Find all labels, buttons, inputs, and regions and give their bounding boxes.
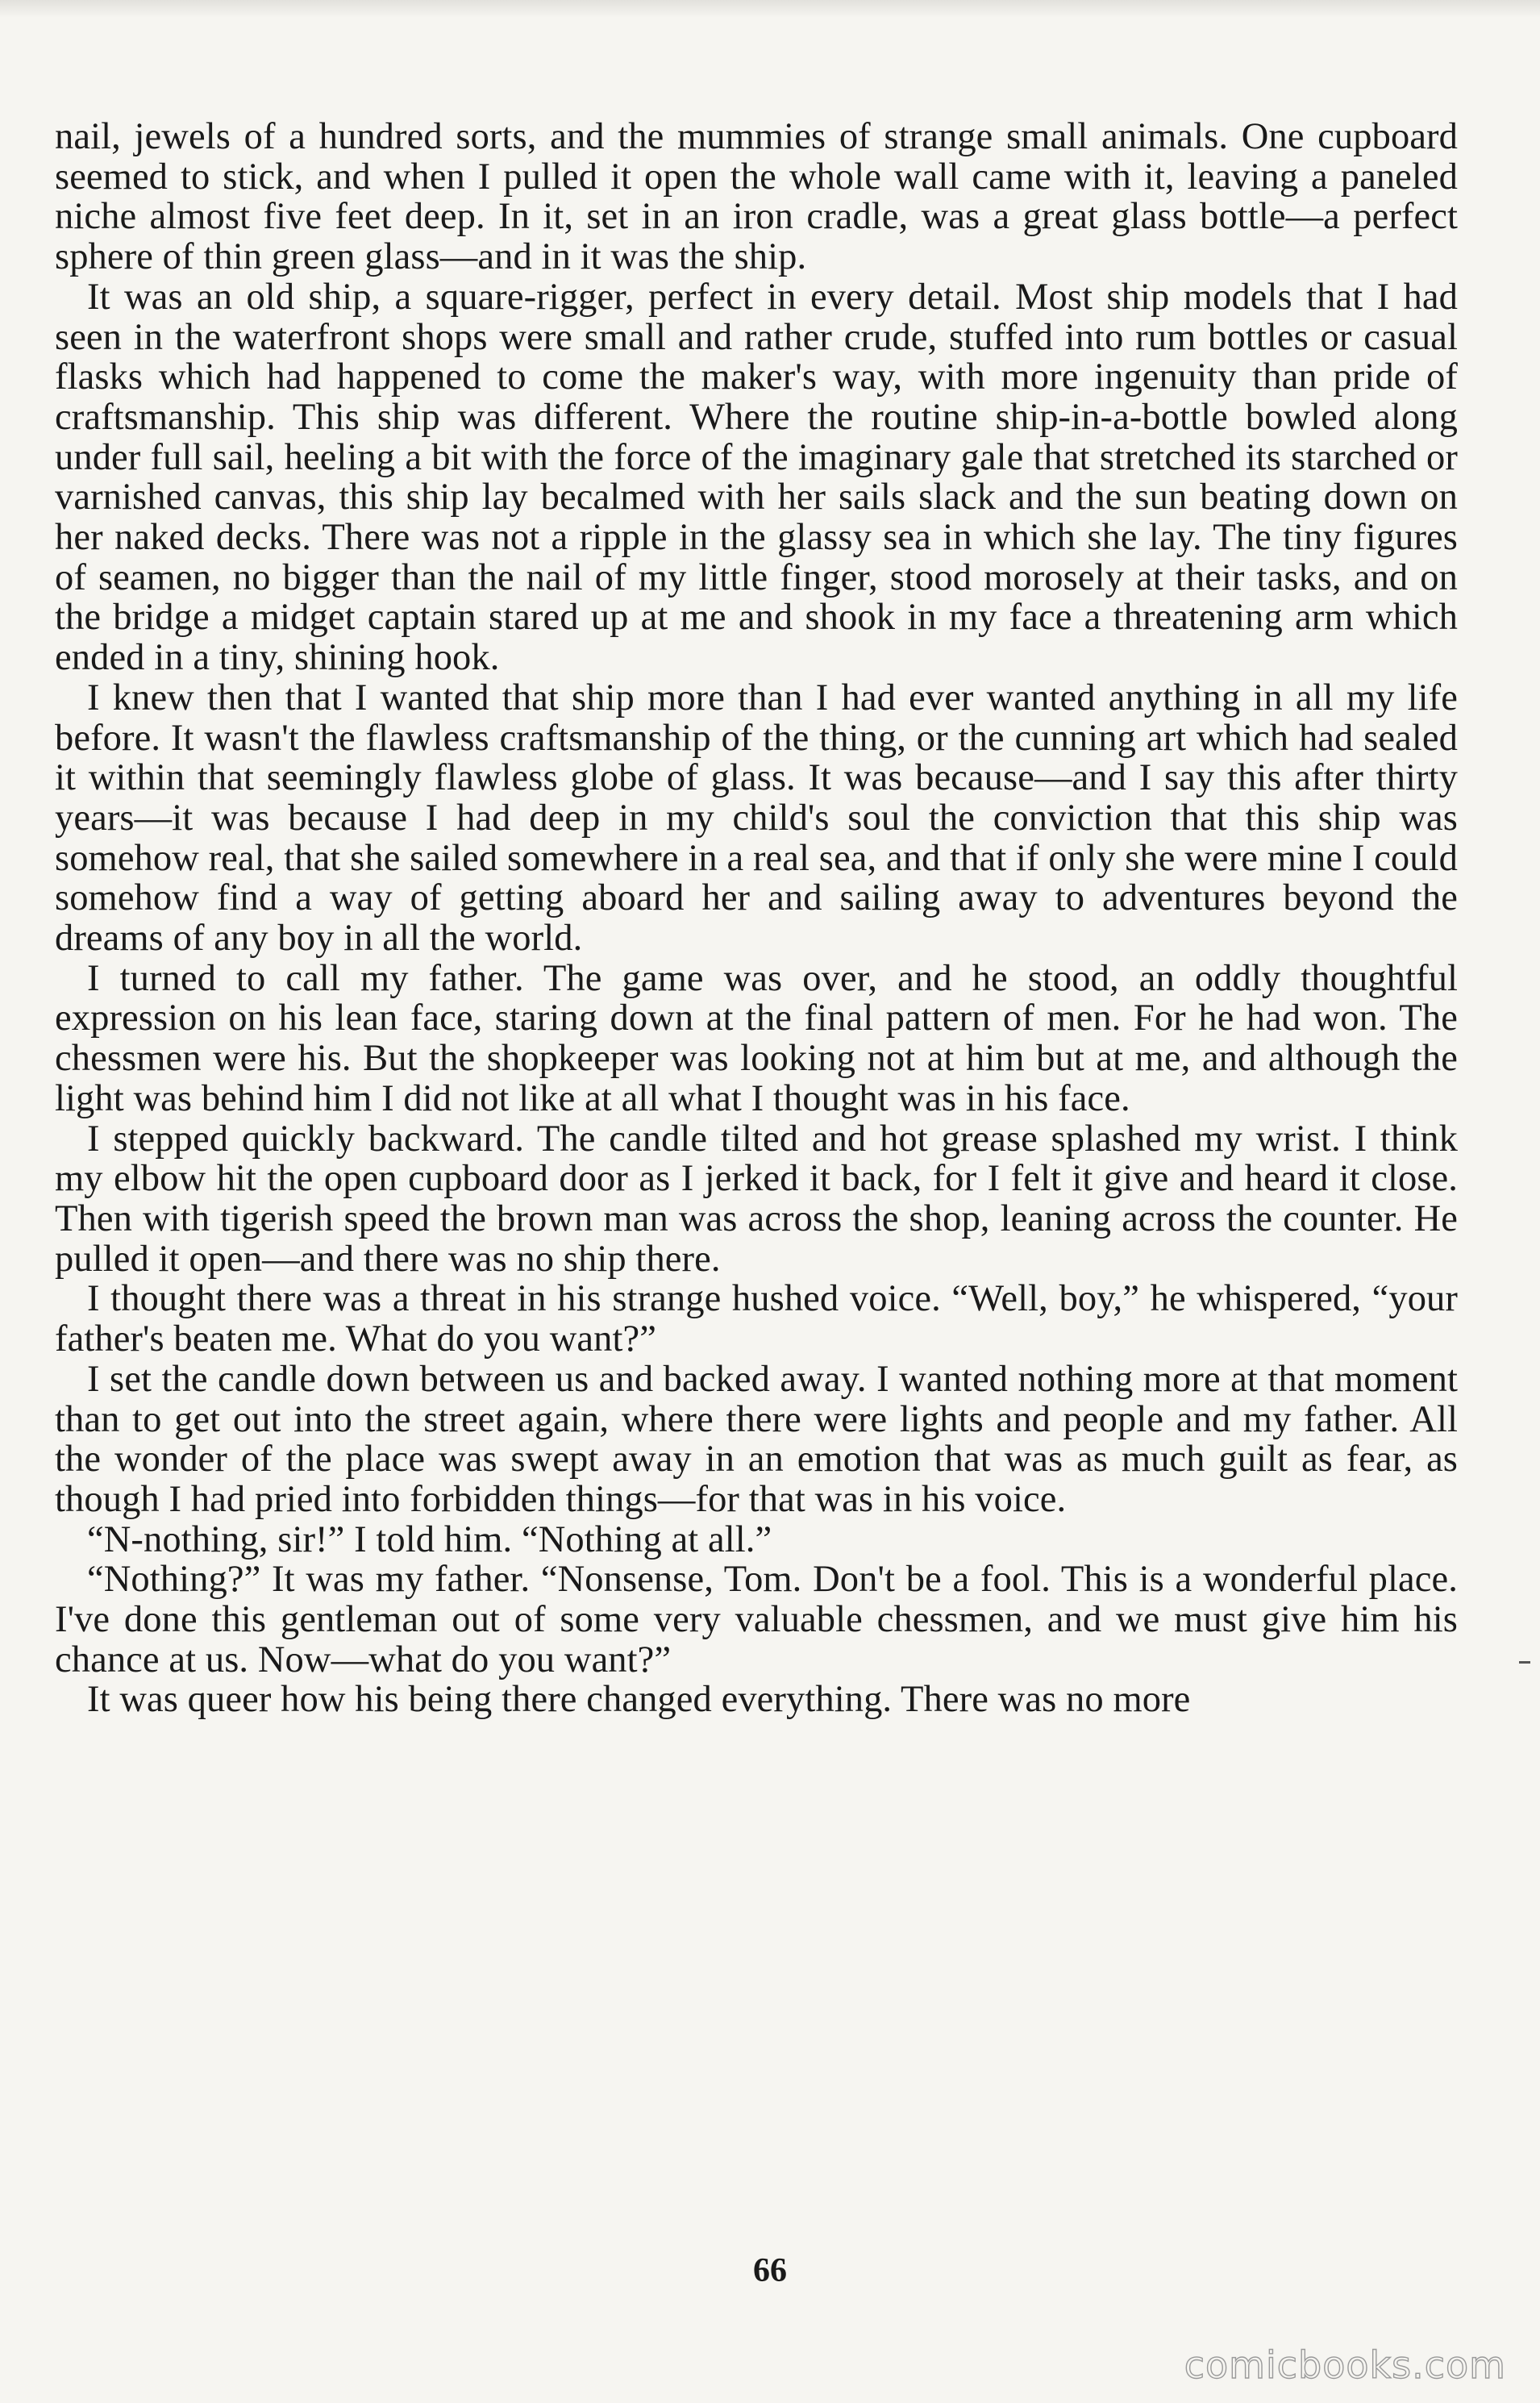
paragraph-5: I stepped quickly backward. The candle tilted and hot grease splashed my wrist. I think my elbow hit the open cupboard door as I jerked it back, for I felt it give and heard it close. Then with tigerish speed the brown man was across the shop, leaning across the counter. He pulled it open—and there was no ship there. [55,1118,1458,1280]
page-number: 66 [753,2252,787,2289]
paragraph-10: It was queer how his being there changed everything. There was no more [87,1679,1191,1721]
paragraph-7: I set the candle down between us and backed away. I wanted nothing more at that moment than to get out into the street again, where there were lights and people and my father. All the wonder of the place was swept away in an emotion that was as much guilt as fear, as though I had pried into forbidden things—for that was in his voice. [55,1358,1458,1520]
paragraph-9: “Nothing?” It was my father. “Nonsense, Tom. Don't be a fool. This is a wonderful place. I've done this gentleman out of some very valuable chessmen, and we must give him his chance at us. Now—what do you want?” [55,1559,1458,1680]
body-text [55,117,1458,1720]
paragraph-8: “N-nothing, sir!” I told him. “Nothing at all.” [87,1518,772,1560]
paragraph-6: I thought there was a threat in his strange hushed voice. “Well, boy,” he whispered, “your father's beaten me. What do you want?” [55,1278,1458,1360]
paragraph-4: I turned to call my father. The game was over, and he stood, an oddly thoughtful expression on his lean face, staring down at the final pattern of men. For he had won. The chessmen were his. But the shopkeeper was looking not at him but at me, and although the light was behind him I did not like at all what I thought was in his face. [55,957,1458,1119]
margin-mark [1519,1661,1530,1664]
site-watermark: comicbooks.com [1184,2343,1506,2387]
paragraph-3: I knew then that I wanted that ship more than I had ever wanted anything in all my life before. It wasn't the flawless craftsmanship of the thing, or the cunning art which had sealed it within that seemingly flawless globe of glass. It was because—and I say this after thirty years—it was because I had deep in my child's soul the conviction that this ship was somehow real, that she sailed somewhere in a real sea, and that if only she were mine I could somehow find a way of getting aboard her and sailing away to adventures beyond the dreams of any boy in all the world. [55,677,1458,960]
paragraph-1: nail, jewels of a hundred sorts, and the mummies of strange small animals. One cupboard seemed to stick, and when I pulled it open the whole wall came with it, leaving a paneled niche almost five feet deep. In it, set in an iron cradle, was a great glass bottle—a perfect sphere of thin green glass—and in it was the ship. [55,116,1458,278]
page-top-edge [0,0,1540,18]
paragraph-2: It was an old ship, a square-rigger, perfect in every detail. Most ship models that I had seen in the waterfront shops were small and rather crude, stuffed into rum bottles or casual flasks which had happened to come the maker's way, with more ingenuity than pride of craftsmanship. This ship was different. Where the routine ship-in-a-bottle bowled along under full sail, heeling a bit with the force of the imaginary gale that stretched its starched or varnished canvas, this ship lay becalmed with her sails slack and the sun beating down on her naked decks. There was not a ripple in the glassy sea in which she lay. The tiny figures of seamen, no bigger than the nail of my little finger, stood morosely at their tasks, and on the bridge a midget captain stared up at me and shook in my face a threatening arm which ended in a tiny, shining hook. [55,276,1458,679]
